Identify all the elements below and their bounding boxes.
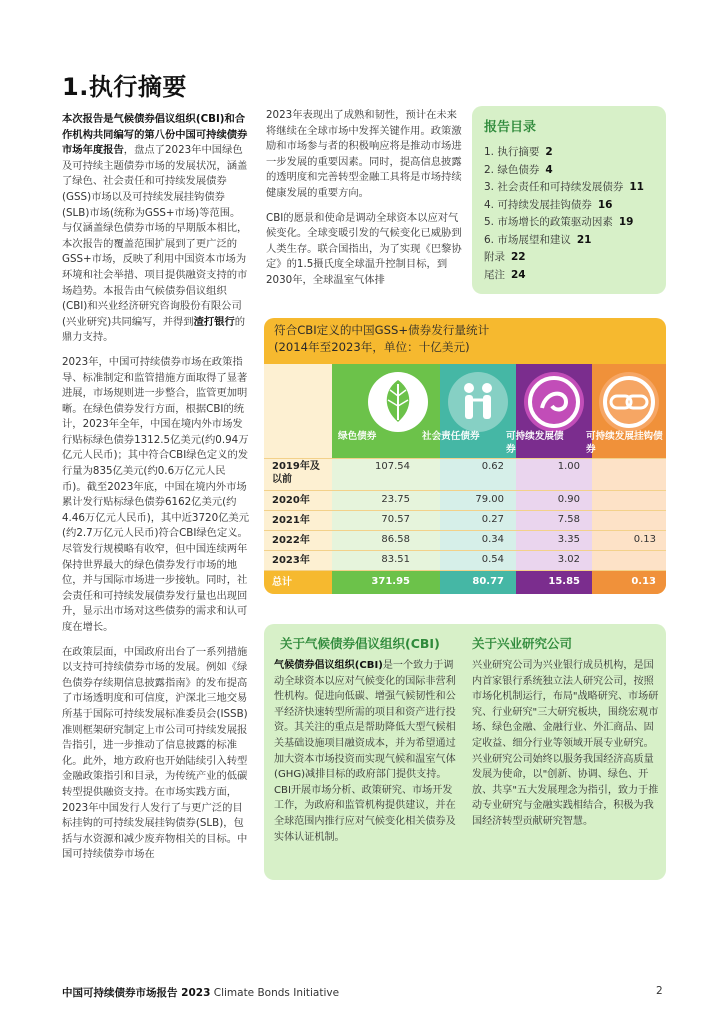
table-cell: 107.54 (375, 461, 410, 472)
total-cell: 0.13 (631, 576, 656, 587)
sponsor-name: 渣打银行 (193, 315, 235, 328)
summary-column-1 (62, 112, 250, 872)
column-header-sustainability: 可持续发展债券 (506, 431, 564, 455)
about-cbi-text: 气候债券倡议组织(CBI)是一个致力于调动全球资本以应对气候变化的国际非营利性机构。促进向低碳、增强气候韧性和公平经济快速转型所需的项目和资产进行投资。其关注的重点是帮助降低大型气候相关基础设施项目融资成本，并为希望通过加大资本市场投资而实现气候和温室气体(GHG)减排目标的政府部门提供支持。CBI开展市场分析、政策研究、市场开发工作，为政府和监管机构提供建议，并在全球范围内推行应对气候变化相关债券及实体认证机制。 (274, 660, 456, 843)
total-label: 总计 (272, 577, 292, 588)
gss-issuance-table (264, 318, 666, 594)
table-cell: 3.35 (557, 534, 580, 545)
toc-item[interactable]: 2. 绿色债券 4 (484, 163, 553, 176)
table-of-contents (472, 106, 666, 294)
row-label: 2019年及以前 (272, 461, 320, 485)
footer: 中国可持续债券市场报告 2023 Climate Bonds Initiative (62, 987, 340, 999)
column-header-slb: 可持续发展挂钩债券 (586, 431, 663, 455)
total-cell: 15.85 (548, 576, 580, 587)
toc-item[interactable]: 尾注 24 (484, 268, 526, 281)
toc-item[interactable]: 附录 22 (484, 251, 526, 263)
table-cell: 7.58 (557, 514, 580, 525)
toc-item[interactable]: 1. 执行摘要 2 (484, 146, 553, 158)
toc-title: 报告目录 (484, 120, 537, 135)
table-cell: 0.27 (481, 514, 504, 525)
toc-item[interactable]: 5. 市场增长的政策驱动因素 19 (484, 216, 634, 228)
toc-item[interactable]: 3. 社会责任和可持续发展债券 11 (484, 181, 644, 193)
page-number: 2 (656, 985, 663, 997)
row-label: 2021年 (272, 515, 310, 526)
row-label: 2022年 (272, 535, 310, 546)
table-cell: 0.90 (557, 494, 580, 505)
summary-column-2 (266, 108, 464, 298)
column-header-social: 社会责任债券 (422, 431, 480, 442)
table-cell: 0.34 (481, 534, 504, 545)
table-cell: 70.57 (381, 514, 410, 525)
about-cib-text: 兴业研究公司为兴业银行成员机构，是国内首家银行系统独立法人研究公司，按照市场化机制运行，布局"战略研究、市场研究、行业研究"三大研究板块，围绕宏观市场、绿色金融、金融行业、外汇商品、固定收益、细分行业等领域开展专业研究。兴业研究公司始终以服务我国经济高质量发展为使命，以"创新、协调、绿色、开放、共享"五大发展理念为指引，致力于推动专业研究与金融实践相结合，积极为我国经济转型贡献研究智慧。 (472, 660, 659, 827)
chain-link-icon (597, 370, 661, 434)
people-icon (446, 370, 510, 434)
table-cell: 79.00 (475, 494, 504, 505)
total-cell: 371.95 (371, 576, 410, 587)
summary-paragraph-5: CBI的愿景和使命是调动全球资本以应对气候变化。全球变暖引发的气候变化已威胁到人类生存。联合国指出，为了实现《巴黎协定》的1.5摄氏度全球温升控制目标，到2030年，全球温室气体排 (266, 211, 462, 286)
table-cell: 0.13 (633, 534, 656, 545)
summary-paragraph-1: 本次报告是气候债券倡议组织(CBI)和合作机构共同编写的第八份中国可持续债券市场年度报告，盘点了2023年中国绿色及可持续主题债券市场的发展状况，涵盖了绿色、社会责任和可持续发展债券(GSS)市场以及可持续发展挂钩债券(SLB)市场(统称为GSS+市场)等范围。与仅涵盖绿色债券市场的早期版本相比，本次报告的覆盖范围扩展到了更广泛的GSS+市场，反映了利用中国资本市场为环境和社会举措、项目提供融资支持的市场趋势。本报告由气候债券倡议组织(CBI)和兴业经济研究咨询股份有限公司(兴业研究)共同编写，并得到渣打银行的鼎力支持。 (62, 113, 248, 344)
summary-paragraph-3: 在政策层面，中国政府出台了一系列措施以支持可持续债券市场的发展。例如《绿色债券存续期信息披露指南》的发布提高了市场透明度和可信度，沪深北三地交易所基于国际可持续发展标准委员会(ISSB)准则框架研究制定上市公司可持续发展报告指引，进一步推动了信息披露的标准化。此外，地方政府也开始陆续引入转型金融政策指引和目录，为传统产业的低碳转型提供融资支持。在市场实践方面，2023年中国发行人发行了与更广泛的目标挂钩的可持续发展挂钩债券(SLB)，包括与水资源和减少废弃物相关的目标。中国可持续债券市场在 (62, 645, 248, 861)
table-cell: 0.54 (481, 554, 504, 565)
row-label: 2023年 (272, 555, 310, 566)
table-title: 符合CBI定义的中国GSS+债券发行量统计 (2014年至2023年，单位：十亿美元) (264, 318, 666, 364)
about-cib-title: 关于兴业研究公司 (472, 636, 573, 651)
table-cell: 83.51 (381, 554, 410, 565)
table-cell: 3.02 (557, 554, 580, 565)
table-cell: 23.75 (381, 494, 410, 505)
page-title: 1.执行摘要 (62, 73, 187, 101)
summary-lead-bold: 本次报告是气候债券倡议组织(CBI)和合作机构共同编写的第八份中国可持续债券市场年度报告 (62, 113, 248, 157)
table-cell: 1.00 (557, 461, 580, 472)
table-cell: 86.58 (381, 534, 410, 545)
about-cbi-title: 关于气候债券倡议组织(CBI) (280, 636, 440, 651)
row-label: 2020年 (272, 495, 310, 506)
toc-item[interactable]: 6. 市场展望和建议 21 (484, 233, 592, 246)
summary-paragraph-4: 2023年表现出了成熟和韧性，预计在未来将继续在全球市场中发挥关键作用。政策激励和市场参与者的积极响应将是推动市场进一步发展的重要因素。同时，提高信息披露的透明度和完善转型金融工具将是市场持续健康发展的重要方向。 (266, 109, 462, 199)
total-cell: 80.77 (472, 576, 504, 587)
swirl-icon (522, 370, 586, 434)
summary-paragraph-2: 2023年，中国可持续债券市场在政策指导、标准制定和监管措施方面取得了显著进展，市场规则进一步整合，监管更加明晰。在绿色债券发行方面，根据CBI的统计，2023年全年，中国在境内外市场发行贴标绿色债券1312.5亿美元(约0.94万亿元人民币)；其中符合CBI绿色定义的发行量为835亿美元(约0.6万亿元人民币)。截至2023年底，中国在境内外市场累计发行贴标绿色债券6162亿美元(约4.46万亿元人民币)，其中近3720亿美元(约2.7万亿元人民币)符合CBI绿色定义。尽管发行规模略有收窄，但中国连续两年保持世界最大的绿色债券发行市场的地位，并与国际市场进一步接轨。同时，社会责任和可持续发展债券发行量也出现回升，显示出市场对这些债券的需求和认可度在增长。 (62, 355, 250, 633)
about-boxes (264, 624, 666, 880)
column-header-green: 绿色债券 (338, 431, 377, 442)
toc-item[interactable]: 4. 可持续发展挂钩债券 16 (484, 198, 613, 211)
table-cell: 0.62 (481, 461, 504, 472)
slb-column-body (592, 458, 666, 571)
leaf-icon (366, 370, 430, 434)
